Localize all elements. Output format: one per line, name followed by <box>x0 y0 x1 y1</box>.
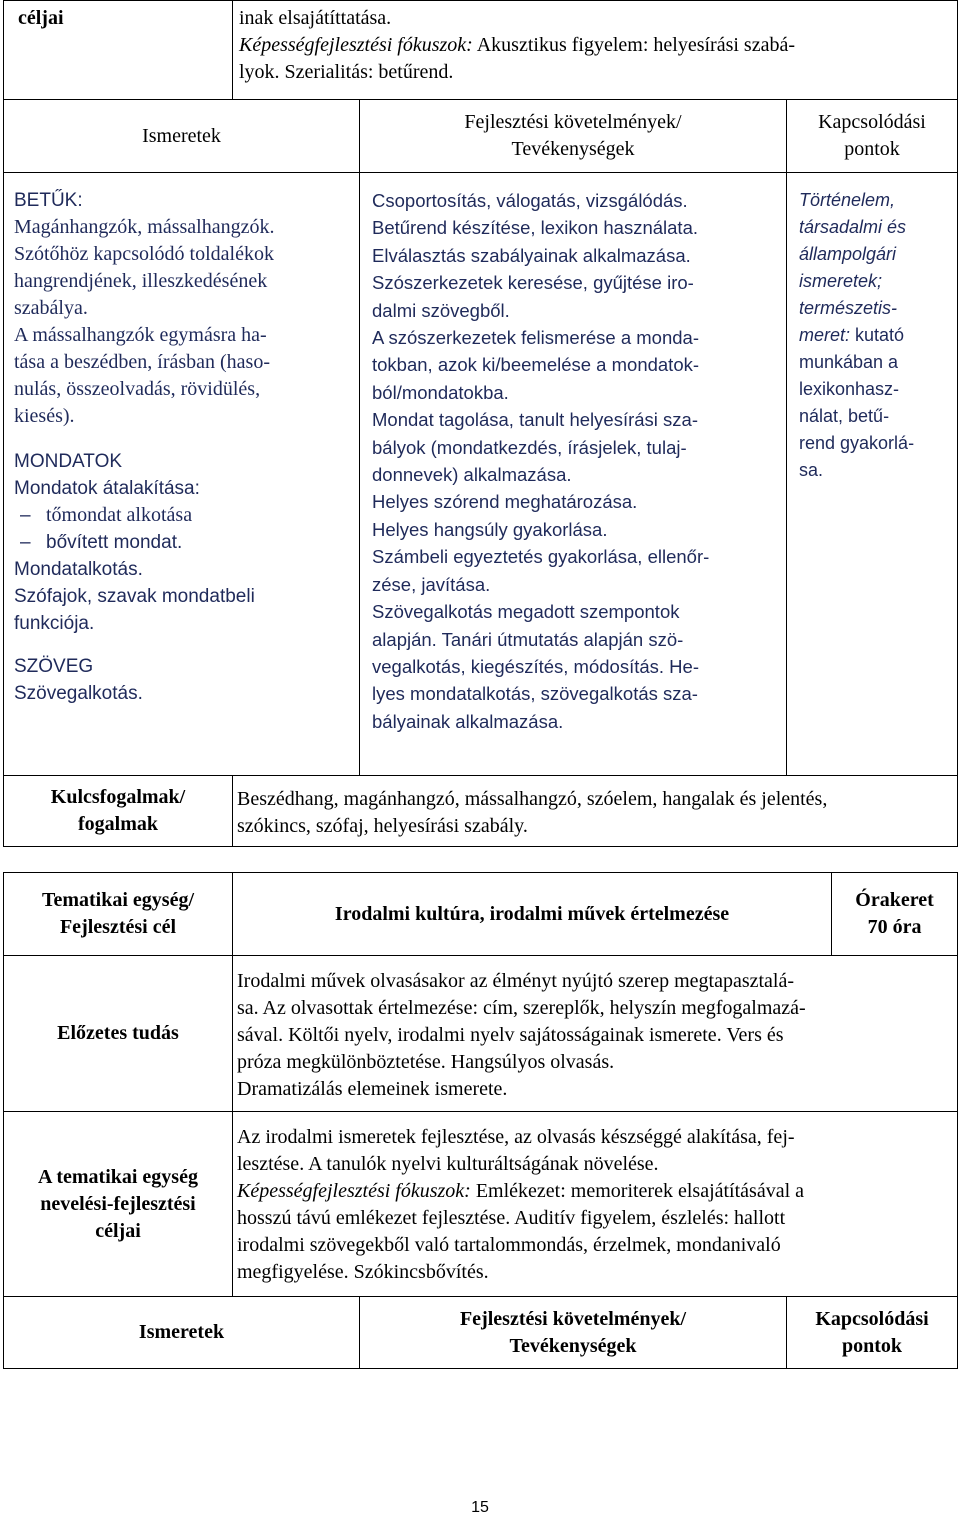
header-fejlesztesi-line: Fejlesztési követelmények/ <box>464 111 682 133</box>
focus-text: Akusztikus figyelem: helyesírási szabá- <box>472 34 795 56</box>
dash-icon: – <box>20 532 31 553</box>
mondatok-sub: Mondatok átalakítása: <box>14 478 200 499</box>
fejl-line: bályok (mondatkezdés, írásjelek, tulaj- <box>372 436 687 458</box>
celjai-focus-line <box>237 1178 949 1205</box>
celjai-label-line: nevelési-fejlesztési <box>40 1192 196 1215</box>
kulcs-line: szókincs, szófaj, helyesírási szabály. <box>237 815 528 837</box>
szoveg-title: SZÖVEG <box>14 656 94 677</box>
h-fejlesztesi <box>360 1297 787 1369</box>
kulcs-label-line: fogalmak <box>78 813 158 835</box>
elozetes-content <box>233 956 958 1112</box>
h-ismeretek-text: Ismeretek <box>138 1321 225 1343</box>
szoveg-item: Szövegalkotás. <box>14 683 143 704</box>
header-fejlesztesi-line: Tevékenységek <box>511 138 635 160</box>
celjai-line: inak elsajátíttatása. <box>239 7 392 29</box>
row-label-celjai <box>4 1 233 100</box>
celjai-focus-line <box>239 32 949 59</box>
celjai-line: megfigyelése. Szókincsbővítés. <box>237 1261 489 1283</box>
header-ismeretek-text: Ismeretek <box>142 124 221 147</box>
tematikai-line: Tematikai egység/ <box>41 889 195 911</box>
fejl-line: lyes mondatalkotás, szövegalkotás sza- <box>372 683 698 705</box>
header-fejlesztesi <box>360 100 787 173</box>
kulcsfogalmak-label <box>4 776 233 847</box>
fejl-line: A szószerkezetek felismerése a monda- <box>372 327 699 349</box>
unit-title-text: Irodalmi kultúra, irodalmi művek értelmezése <box>334 902 730 925</box>
mondatok-line: funkciója. <box>14 613 95 634</box>
h-ismeretek <box>4 1297 360 1369</box>
header-kapcsolodasi <box>787 100 958 173</box>
fejlesztesi-content <box>360 173 787 776</box>
lower-curriculum-table <box>3 872 958 1369</box>
focus-text: Emlékezet: memoriterek elsajátításával a <box>470 1180 805 1202</box>
kapcs-line: állampolgári <box>799 244 897 264</box>
kapcs-line: természetis- <box>799 298 898 318</box>
fejl-line: Számbeli egyeztetés gyakorlása, ellenőr- <box>372 546 710 568</box>
elozetes-label <box>4 956 233 1112</box>
kapcs-line: ismeretek; <box>799 271 883 291</box>
celjai-content-lower <box>233 1112 958 1297</box>
header-kapcsolodasi-line: pontok <box>844 138 900 160</box>
ismeretek-line: hangrendjének, illeszkedésének <box>14 270 268 292</box>
fejl-line: Elválasztás szabályainak alkalmazása. <box>372 244 691 266</box>
header-kapcsolodasi-line: Kapcsolódási <box>818 111 926 133</box>
orakeret-label: Órakeret <box>855 889 934 911</box>
celjai-label-lower <box>4 1112 233 1297</box>
kapcs-line: sa. <box>799 460 824 480</box>
fejl-line: vegalkotás, kiegészítés, módosítás. He- <box>372 655 699 677</box>
celjai-line: hosszú távú emlékezet fejlesztése. Auditív figyelem, észlelés: hallott <box>237 1207 786 1229</box>
fejl-line: alapján. Tanári útmutatás alapján szö- <box>372 628 684 650</box>
fejl-line: Betűrend készítése, lexikon használata. <box>372 217 698 239</box>
mondatok-line: Szófajok, szavak mondatbeli <box>14 586 255 607</box>
kapcs-line: társadalmi és <box>799 217 907 237</box>
elozetes-line: Dramatizálás elemeinek ismerete. <box>237 1078 508 1100</box>
focus-label: Képességfejlesztési fókuszok: <box>239 34 473 56</box>
dash-item <box>14 502 351 529</box>
fejl-line: Helyes szórend meghatározása. <box>372 491 638 513</box>
elozetes-line: sa. Az olvasottak értelmezése: cím, szereplők, helyszín megfogalmazá- <box>237 997 806 1019</box>
celjai-line: lesztése. A tanulók nyelvi kulturáltságának növelése. <box>237 1153 659 1175</box>
celjai-content <box>233 1 958 100</box>
orakeret <box>832 873 958 956</box>
celjai-line: irodalmi szövegekből való tartalommondás, érzelmek, mondanivaló <box>237 1234 781 1256</box>
dash-item <box>14 529 351 556</box>
kapcs-line: munkában a <box>799 352 899 372</box>
celjai-label-line: céljai <box>95 1219 141 1242</box>
fejl-line: Csoportosítás, válogatás, vizsgálódás. <box>372 190 688 211</box>
kulcs-line: Beszédhang, magánhangzó, mássalhangzó, szóelem, hangalak és jelentés, <box>237 788 828 810</box>
kapcs-italic-part: meret: <box>799 325 851 345</box>
h-kapcs-line: pontok <box>842 1334 903 1357</box>
fejl-line: Mondat tagolása, tanult helyesírási sza- <box>372 409 698 431</box>
mondatok-title: MONDATOK <box>14 451 123 472</box>
ismeretek-line: szabálya. <box>14 297 88 319</box>
fejl-line: bályainak alkalmazása. <box>372 710 564 732</box>
celjai-label: céljai <box>18 7 64 29</box>
elozetes-label-text: Előzetes tudás <box>57 1022 179 1044</box>
ismeretek-line: Magánhangzók, mássalhangzók. <box>14 216 275 238</box>
kulcsfogalmak-content <box>233 776 958 847</box>
fejl-line: donnevek) alkalmazása. <box>372 464 572 486</box>
kapcs-plain-part: kutató <box>850 325 905 345</box>
unit-title <box>233 873 832 956</box>
h-kapcs-line: Kapcsolódási <box>815 1307 929 1330</box>
ismeretek-line: kiesés). <box>14 405 75 427</box>
h-fejl-line: Fejlesztési követelmények/ <box>459 1307 687 1330</box>
fejl-line: Helyes hangsúly gyakorlása. <box>372 518 608 540</box>
spacer <box>14 637 351 653</box>
h-kapcsolodasi <box>787 1297 958 1369</box>
spacer <box>14 430 351 448</box>
celjai-label-line: A tematikai egység <box>38 1165 198 1188</box>
ismeretek-line: BETŰK: <box>14 190 83 211</box>
celjai-line: Az irodalmi ismeretek fejlesztése, az olvasás készséggé alakítása, fej- <box>237 1126 795 1148</box>
dash-icon: – <box>20 505 31 526</box>
orakeret-value: 70 óra <box>867 916 922 938</box>
upper-curriculum-table <box>3 0 958 847</box>
h-fejl-line: Tevékenységek <box>509 1334 637 1357</box>
ismeretek-content <box>4 173 360 776</box>
fejl-line: tokban, azok ki/beemelése a mondatok- <box>372 354 700 376</box>
kapcs-line <box>799 322 949 349</box>
kapcs-line: lexikonhasz- <box>799 379 900 399</box>
elozetes-line: próza megkülönböztetése. Hangsúlyos olvasás. <box>237 1051 615 1073</box>
kapcs-line: nálat, betű- <box>799 406 890 426</box>
tematikai-line: Fejlesztési cél <box>59 916 177 938</box>
elozetes-line: Irodalmi művek olvasásakor az élményt nyújtó szerep megtapasztalá- <box>237 970 795 992</box>
mondatok-line: Mondatalkotás. <box>14 559 143 580</box>
ismeretek-line: tása a beszédben, írásban (haso- <box>14 351 270 373</box>
dash-item-text: tőmondat alkotása <box>46 504 193 526</box>
fejl-line: ból/mondatokba. <box>372 381 509 403</box>
page-number: 15 <box>471 1499 489 1516</box>
elozetes-line: sával. Költői nyelv, irodalmi nyelv sajátosságainak ismerete. Vers és <box>237 1024 784 1046</box>
header-ismeretek <box>4 100 360 173</box>
fejl-line: Szószerkezetek keresése, gyűjtése iro- <box>372 272 694 294</box>
ismeretek-line: Szótőhöz kapcsolódó toldalékok <box>14 243 274 265</box>
ismeretek-line: nulás, összeolvadás, rövidülés, <box>14 378 261 400</box>
tematikai-label <box>4 873 233 956</box>
celjai-line: lyok. Szerialitás: betűrend. <box>239 61 454 83</box>
fejl-line: zése, javítása. <box>372 573 491 595</box>
kapcsolodasi-content <box>787 173 958 776</box>
kapcs-line: Történelem, <box>799 190 896 210</box>
dash-item-text: bővített mondat. <box>46 532 183 553</box>
fejl-line: Szövegalkotás megadott szempontok <box>372 601 680 623</box>
focus-label: Képességfejlesztési fókuszok: <box>237 1180 471 1202</box>
kapcs-line: rend gyakorlá- <box>799 433 915 453</box>
kulcs-label-line: Kulcsfogalmak/ <box>50 786 186 808</box>
ismeretek-line: A mássalhangzók egymásra ha- <box>14 324 267 346</box>
fejl-line: dalmi szövegből. <box>372 299 510 321</box>
